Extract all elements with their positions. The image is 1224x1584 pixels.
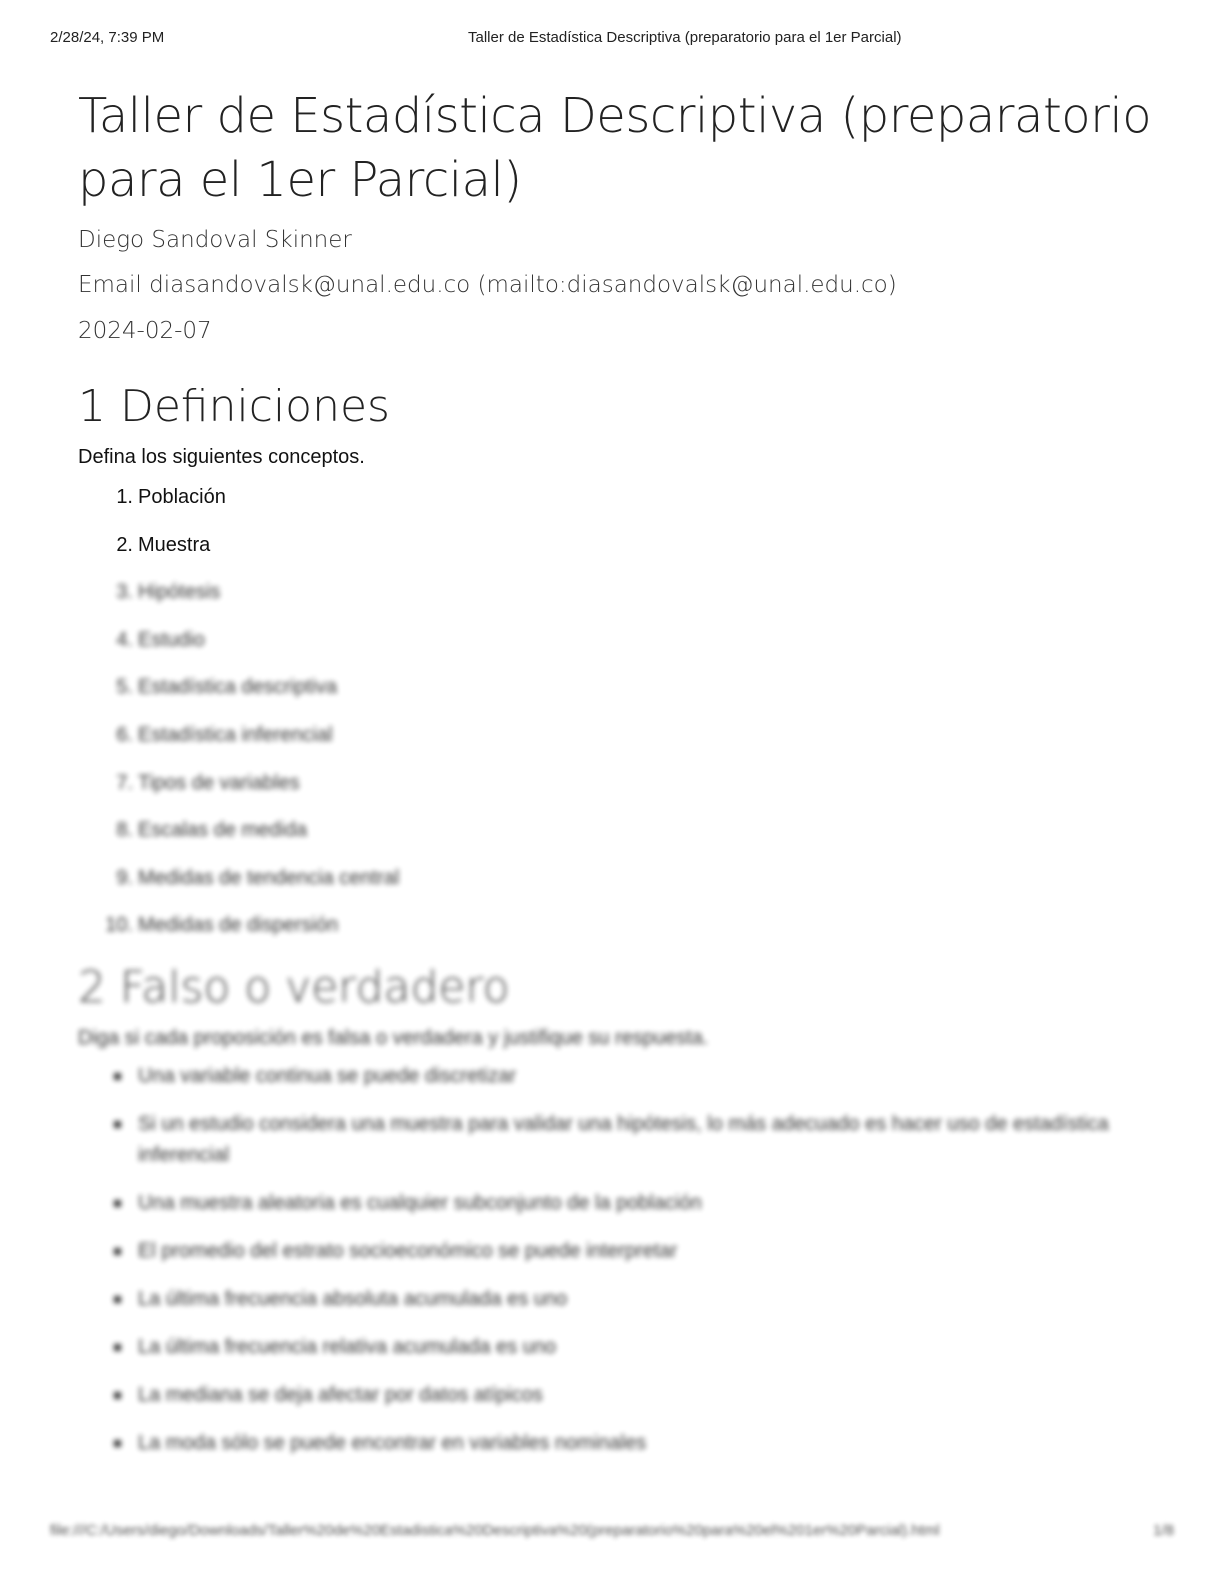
true-false-list [78, 1061, 1158, 1459]
list-item: 9. Medidas de tendencia central [116, 866, 400, 889]
list-item: Si un estudio considera una muestra para validar una hipótesis, lo más adecuado es hacer uso de estadística inferencial [78, 1109, 1158, 1171]
list-item: 5. Estadística descriptiva [116, 676, 337, 699]
document-title: Taller de Estadística Descriptiva (preparatorio para el 1er Parcial) [78, 88, 1152, 208]
list-item: 3. Hipótesis [116, 581, 221, 604]
list-item: La última frecuencia relativa acumulada es uno [78, 1332, 1158, 1363]
print-title: Taller de Estadística Descriptiva (preparatorio para el 1er Parcial) [468, 29, 902, 46]
print-url: file:///C:/Users/diego/Downloads/Taller%20de%20Estadistica%20Descriptiva%20(preparatorio%20para%20el%201er%20Parcial).html [50, 1522, 940, 1539]
document-body [78, 84, 1158, 1476]
list-item: La mediana se deja afectar por datos atípicos [78, 1380, 1158, 1411]
list-item: 4. Estudio [116, 628, 205, 651]
document-date: 2024-02-07 [78, 318, 212, 344]
print-header [50, 29, 1174, 49]
email-line: Email diasandovalsk@unal.edu.co (mailto:diasandovalsk@unal.edu.co) [78, 272, 897, 298]
author: Diego Sandoval Skinner [78, 227, 352, 253]
list-item: 8. Escalas de medida [116, 819, 307, 842]
list-item: 1. Población [116, 486, 226, 508]
list-item: Una muestra aleatoria es cualquier subconjunto de la población [78, 1188, 1158, 1219]
list-item: La última frecuencia absoluta acumulada es uno [78, 1284, 1158, 1315]
page-number: 1/8 [1153, 1522, 1174, 1539]
definitions-list [78, 482, 1158, 940]
list-item: 2. Muestra [116, 533, 211, 556]
list-item: Una variable continua se puede discretizar [78, 1061, 1158, 1092]
section-intro: Defina los siguientes conceptos. [78, 446, 365, 468]
section-intro: Diga si cada proposición es falsa o verdadera y justifique su respuesta. [78, 1026, 709, 1049]
section-heading-falso-verdadero: 2 Falso o verdadero [78, 961, 510, 1013]
list-item: 7. Tipos de variables [116, 771, 300, 794]
list-item: 10. Medidas de dispersión [105, 914, 339, 937]
print-footer [50, 1522, 1174, 1542]
list-item: 6. Estadística inferencial [116, 723, 333, 746]
section-heading-definiciones: 1 Definiciones [78, 381, 390, 432]
list-item: La moda sólo se puede encontrar en variables nominales [78, 1428, 1158, 1459]
list-item: El promedio del estrato socioeconómico se puede interpretar [78, 1236, 1158, 1267]
print-date: 2/28/24, 7:39 PM [50, 29, 165, 46]
